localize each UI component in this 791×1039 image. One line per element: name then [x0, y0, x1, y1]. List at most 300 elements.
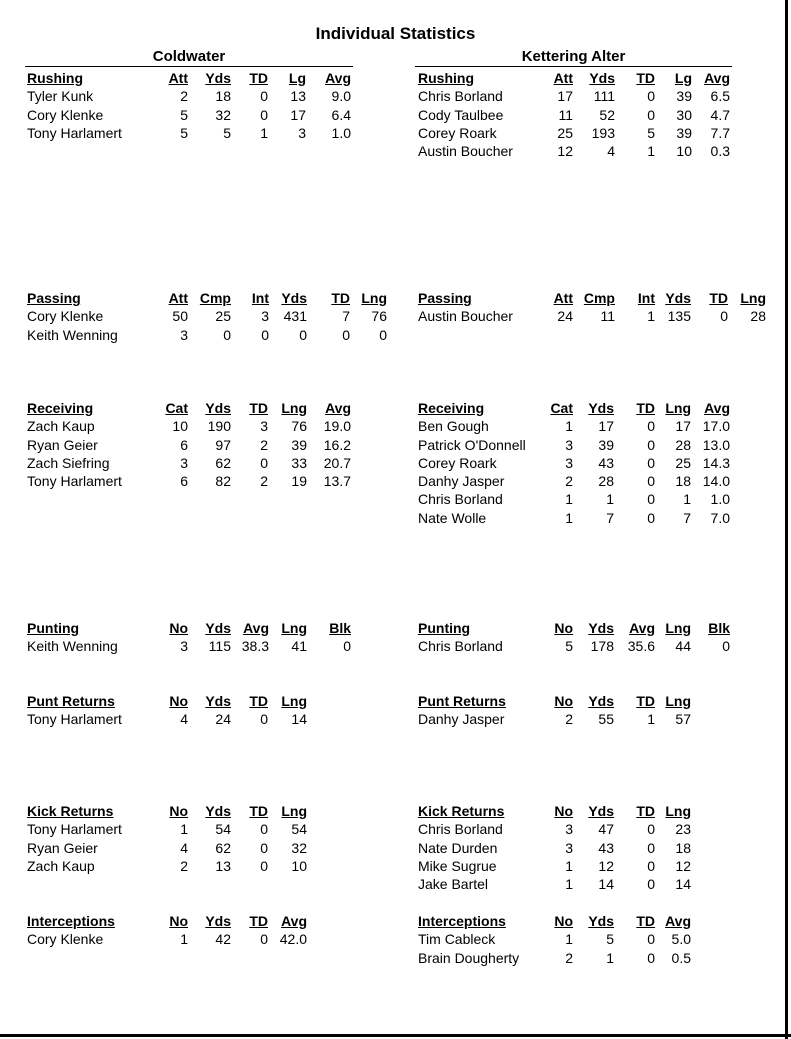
stat-cell: 3: [565, 821, 573, 838]
column-header: Yds: [281, 290, 307, 306]
column-header: TD: [249, 803, 268, 819]
stat-cell: 0: [223, 326, 231, 343]
column-header: No: [554, 803, 573, 819]
stat-cell: 14.3: [702, 454, 730, 471]
table-header: [0, 69, 791, 87]
stat-cell: 9.0: [331, 88, 351, 105]
column-header: Lng: [281, 400, 307, 416]
stat-cell: 7: [342, 308, 350, 325]
column-header: TD: [709, 290, 728, 306]
stat-cell: 0: [260, 931, 268, 948]
punt-returns-right-table: [0, 692, 791, 729]
player-name: Cody Taulbee: [418, 106, 504, 123]
stat-cell: 76: [371, 308, 387, 325]
stat-cell: 0.5: [671, 949, 691, 966]
stat-cell: 4: [607, 143, 615, 160]
table-header: [0, 289, 791, 307]
stat-cell: 0: [343, 638, 351, 655]
stat-cell: 1: [647, 143, 655, 160]
player-name: Austin Boucher: [418, 308, 513, 325]
stat-cell: 3: [565, 436, 573, 453]
stat-cell: 7: [683, 509, 691, 526]
stat-cell: 1: [260, 124, 268, 141]
table-row: [0, 142, 791, 160]
column-header: No: [554, 620, 573, 636]
stat-cell: 111: [593, 88, 615, 105]
stat-cell: 10: [172, 418, 188, 435]
stat-cell: 0: [647, 857, 655, 874]
stat-cell: 18: [675, 473, 691, 490]
stat-cell: 19.0: [323, 418, 351, 435]
stat-cell: 190: [207, 418, 231, 435]
player-name: Patrick O'Donnell: [418, 436, 526, 453]
column-header: Yds: [588, 620, 614, 636]
column-header: TD: [636, 400, 655, 416]
section-heading: Punting: [27, 620, 80, 636]
stat-cell: 0: [647, 931, 655, 948]
stat-cell: 28: [675, 436, 691, 453]
column-header: Lng: [740, 290, 766, 306]
stat-cell: 0: [299, 326, 307, 343]
column-header: Lg: [288, 70, 306, 86]
player-name: Zach Siefring: [27, 454, 110, 471]
stat-cell: 5: [180, 106, 188, 123]
table-row: [0, 454, 791, 472]
stat-cell: 0: [647, 473, 655, 490]
stat-cell: 0: [647, 454, 655, 471]
stat-cell: 16.2: [323, 436, 351, 453]
stat-cell: 431: [283, 308, 307, 325]
column-header: No: [554, 693, 573, 709]
column-header: Avg: [281, 913, 307, 929]
column-header: Yds: [205, 803, 231, 819]
table-row: [0, 326, 791, 344]
column-header: Lg: [674, 70, 692, 86]
table-row: [0, 124, 791, 142]
player-name: Cory Klenke: [27, 308, 104, 325]
column-header: Cat: [165, 400, 188, 416]
section-heading: Interceptions: [27, 913, 115, 929]
stat-cell: 0: [260, 839, 268, 856]
player-name: Chris Borland: [418, 638, 503, 655]
stat-cell: 1.0: [331, 124, 351, 141]
stat-cell: 5.0: [671, 931, 691, 948]
stat-cell: 0: [647, 491, 655, 508]
stat-cell: 35.6: [627, 638, 655, 655]
table-row: [0, 472, 791, 490]
stat-cell: 2: [565, 949, 573, 966]
stat-cell: 4: [180, 839, 188, 856]
section-heading: Passing: [27, 290, 81, 306]
table-header: [0, 692, 791, 710]
stat-cell: 3: [565, 839, 573, 856]
column-header: No: [169, 693, 188, 709]
page-title: Individual Statistics: [315, 24, 476, 43]
stat-cell: 1: [606, 949, 614, 966]
stat-cell: 0: [260, 711, 268, 728]
stat-cell: 11: [558, 106, 573, 123]
stat-cell: 25: [675, 454, 691, 471]
column-header: Int: [637, 290, 655, 306]
stat-cell: 11: [600, 308, 615, 325]
section-heading: Punt Returns: [418, 693, 506, 709]
column-header: Yds: [588, 400, 614, 416]
column-header: Cat: [550, 400, 573, 416]
player-name: Nate Wolle: [418, 509, 487, 526]
stat-cell: 5: [647, 124, 655, 141]
player-name: Tyler Kunk: [27, 88, 94, 105]
stat-cell: 0: [720, 308, 728, 325]
column-header: Yds: [205, 913, 231, 929]
stat-cell: 57: [675, 711, 691, 728]
stat-cell: 0: [260, 106, 268, 123]
stat-cell: 25: [215, 308, 231, 325]
stat-cell: 1.0: [710, 491, 730, 508]
stat-cell: 12: [675, 857, 691, 874]
player-name: Cory Klenke: [27, 931, 104, 948]
table-row: [0, 637, 791, 655]
stat-cell: 12: [557, 143, 573, 160]
player-name: Austin Boucher: [418, 143, 513, 160]
stat-cell: 0: [647, 106, 655, 123]
section-heading: Receiving: [27, 400, 94, 416]
stat-cell: 2: [260, 436, 268, 453]
stat-cell: 1: [565, 418, 573, 435]
table-row: [0, 949, 791, 967]
player-name: Tony Harlamert: [27, 711, 122, 728]
stat-cell: 55: [598, 711, 614, 728]
stat-cell: 32: [215, 106, 231, 123]
stat-cell: 18: [215, 88, 231, 105]
player-name: Corey Roark: [418, 124, 497, 141]
stat-cell: 1: [565, 857, 573, 874]
stat-cell: 28: [598, 473, 614, 490]
rushing-right-table: [0, 69, 791, 160]
stat-cell: 76: [291, 418, 307, 435]
stat-cell: 1: [180, 821, 188, 838]
stat-cell: 1: [647, 308, 655, 325]
stat-cell: 1: [565, 876, 573, 893]
stat-cell: 44: [675, 638, 691, 655]
stat-cell: 0: [261, 326, 269, 343]
stat-cell: 13.7: [323, 473, 351, 490]
stat-cell: 135: [667, 308, 691, 325]
player-name: Tony Harlamert: [27, 821, 122, 838]
column-header: Cmp: [583, 290, 615, 306]
stat-cell: 14: [675, 876, 691, 893]
column-header: Lng: [665, 803, 691, 819]
stat-cell: 24: [215, 711, 231, 728]
stat-cell: 17.0: [702, 418, 730, 435]
stat-cell: 3: [260, 418, 268, 435]
player-name: Keith Wenning: [27, 326, 118, 343]
column-header: Yds: [589, 70, 615, 86]
player-name: Chris Borland: [418, 88, 503, 105]
player-name: Keith Wenning: [27, 638, 118, 655]
player-name: Chris Borland: [418, 491, 503, 508]
table-row: [0, 820, 791, 838]
column-header: Lng: [361, 290, 387, 306]
table-row: [0, 875, 791, 893]
column-header: Yds: [205, 620, 231, 636]
table-row: [0, 307, 791, 325]
table-row: [0, 839, 791, 857]
stat-cell: 39: [291, 436, 307, 453]
column-header: Blk: [329, 620, 351, 636]
column-header: TD: [636, 803, 655, 819]
stat-cell: 0: [647, 876, 655, 893]
stat-cell: 30: [676, 106, 692, 123]
stat-cell: 52: [599, 106, 615, 123]
stat-cell: 6: [180, 436, 188, 453]
table-row: [0, 87, 791, 105]
stat-cell: 62: [215, 454, 231, 471]
stat-cell: 42.0: [279, 931, 307, 948]
table-row: [0, 106, 791, 124]
column-header: TD: [331, 290, 350, 306]
column-header: TD: [636, 693, 655, 709]
stat-cell: 23: [675, 821, 691, 838]
stat-cell: 2: [565, 711, 573, 728]
column-header: TD: [249, 400, 268, 416]
team-name-right: Kettering Alter: [415, 48, 732, 67]
stat-cell: 0: [260, 454, 268, 471]
stat-cell: 1: [647, 711, 655, 728]
stat-cell: 5: [223, 124, 231, 141]
column-header: Att: [553, 70, 573, 86]
section-heading: Receiving: [418, 400, 485, 416]
column-header: TD: [636, 913, 655, 929]
player-name: Tim Cableck: [418, 931, 496, 948]
stat-cell: 18: [675, 839, 691, 856]
stat-cell: 2: [260, 473, 268, 490]
section-heading: Kick Returns: [27, 803, 114, 819]
stat-cell: 0: [722, 638, 730, 655]
stat-cell: 0: [647, 949, 655, 966]
column-header: Avg: [629, 620, 655, 636]
stat-cell: 24: [557, 308, 573, 325]
section-heading: Rushing: [418, 70, 474, 86]
stat-cell: 14.0: [702, 473, 730, 490]
column-header: Int: [251, 290, 269, 306]
stat-cell: 6: [180, 473, 188, 490]
stat-cell: 41: [291, 638, 307, 655]
stat-cell: 3: [180, 326, 188, 343]
stat-cell: 50: [172, 308, 188, 325]
column-header: TD: [636, 70, 655, 86]
stat-cell: 12: [598, 857, 614, 874]
stat-cell: 14: [291, 711, 307, 728]
stat-cell: 43: [598, 839, 614, 856]
stat-cell: 3: [180, 638, 188, 655]
column-header: Att: [168, 290, 188, 306]
stat-cell: 0: [260, 821, 268, 838]
stat-cell: 3: [261, 308, 269, 325]
player-name: Zach Kaup: [27, 418, 95, 435]
table-row: [0, 490, 791, 508]
player-name: Nate Durden: [418, 839, 498, 856]
stat-cell: 13: [215, 857, 231, 874]
player-name: Chris Borland: [418, 821, 503, 838]
stat-cell: 6.5: [710, 88, 730, 105]
column-header: Lng: [665, 620, 691, 636]
player-name: Zach Kaup: [27, 857, 95, 874]
stat-cell: 0: [260, 857, 268, 874]
passing-right-table: [0, 289, 791, 326]
column-header: Att: [553, 290, 573, 306]
stat-cell: 0.3: [710, 143, 730, 160]
column-header: Avg: [704, 400, 730, 416]
stat-cell: 193: [591, 124, 615, 141]
column-header: Lng: [281, 693, 307, 709]
stat-cell: 33: [291, 454, 307, 471]
table-row: [0, 930, 791, 948]
page-border-bottom: [0, 1034, 791, 1037]
column-header: Att: [168, 70, 188, 86]
stat-cell: 32: [291, 839, 307, 856]
stat-cell: 3: [298, 124, 306, 141]
stat-cell: 25: [557, 124, 573, 141]
stat-cell: 43: [598, 454, 614, 471]
column-header: Lng: [665, 400, 691, 416]
player-name: Danhy Jasper: [418, 473, 505, 490]
player-name: Ben Gough: [418, 418, 489, 435]
stat-cell: 0: [342, 326, 350, 343]
stat-cell: 2: [180, 857, 188, 874]
stat-cell: 1: [565, 491, 573, 508]
stat-cell: 13.0: [702, 436, 730, 453]
stat-cell: 39: [598, 436, 614, 453]
column-header: Avg: [325, 70, 351, 86]
column-header: Yds: [588, 693, 614, 709]
stat-cell: 14: [598, 876, 614, 893]
column-header: Lng: [665, 693, 691, 709]
stat-cell: 47: [598, 821, 614, 838]
section-heading: Interceptions: [418, 913, 506, 929]
kick-returns-right-table: [0, 802, 791, 893]
column-header: Avg: [704, 70, 730, 86]
stat-cell: 4: [180, 711, 188, 728]
column-header: No: [169, 913, 188, 929]
stat-cell: 17: [557, 88, 573, 105]
stat-cell: 4.7: [710, 106, 730, 123]
section-heading: Rushing: [27, 70, 83, 86]
stat-cell: 2: [565, 473, 573, 490]
stat-cell: 54: [215, 821, 231, 838]
stat-cell: 20.7: [323, 454, 351, 471]
column-header: Yds: [588, 913, 614, 929]
table-row: [0, 857, 791, 875]
player-name: Ryan Geier: [27, 839, 98, 856]
team-name-left: Coldwater: [25, 48, 353, 67]
column-header: Yds: [205, 400, 231, 416]
stat-cell: 0: [647, 436, 655, 453]
stat-cell: 13: [290, 88, 306, 105]
column-header: Yds: [205, 693, 231, 709]
player-name: Cory Klenke: [27, 106, 104, 123]
stat-cell: 178: [590, 638, 614, 655]
table-header: [0, 802, 791, 820]
stat-cell: 7.0: [710, 509, 730, 526]
player-name: Brain Dougherty: [418, 949, 520, 966]
stat-cell: 62: [215, 839, 231, 856]
stat-cell: 5: [565, 638, 573, 655]
stat-cell: 3: [565, 454, 573, 471]
stat-cell: 39: [676, 124, 692, 141]
table-header: [0, 619, 791, 637]
stat-cell: 10: [676, 143, 692, 160]
stat-cell: 5: [180, 124, 188, 141]
stat-cell: 82: [215, 473, 231, 490]
stat-cell: 10: [291, 857, 307, 874]
stat-cell: 1: [565, 509, 573, 526]
stat-cell: 0: [647, 821, 655, 838]
punting-right-table: [0, 619, 791, 656]
player-name: Mike Sugrue: [418, 857, 497, 874]
table-row: [0, 509, 791, 527]
player-name: Tony Harlamert: [27, 124, 122, 141]
stat-cell: 1: [606, 491, 614, 508]
column-header: TD: [249, 913, 268, 929]
player-name: Tony Harlamert: [27, 473, 122, 490]
column-header: Cmp: [199, 290, 231, 306]
table-header: [0, 399, 791, 417]
stat-cell: 6.4: [331, 106, 351, 123]
receiving-right-table: [0, 399, 791, 527]
stat-cell: 7.7: [710, 124, 730, 141]
stat-cell: 0: [260, 88, 268, 105]
stat-cell: 0: [647, 839, 655, 856]
column-header: No: [169, 620, 188, 636]
player-name: Jake Bartel: [418, 876, 489, 893]
stat-cell: 5: [606, 931, 614, 948]
column-header: Avg: [325, 400, 351, 416]
column-header: Yds: [665, 290, 691, 306]
stat-cell: 17: [290, 106, 306, 123]
player-name: Corey Roark: [418, 454, 497, 471]
section-heading: Passing: [418, 290, 472, 306]
stat-cell: 39: [676, 88, 692, 105]
stat-cell: 7: [606, 509, 614, 526]
column-header: Avg: [665, 913, 691, 929]
stat-cell: 115: [208, 638, 231, 655]
column-header: Avg: [243, 620, 269, 636]
stat-cell: 17: [598, 418, 614, 435]
column-header: No: [554, 913, 573, 929]
stat-cell: 2: [180, 88, 188, 105]
column-header: Lng: [281, 803, 307, 819]
table-row: [0, 436, 791, 454]
stat-cell: 17: [675, 418, 691, 435]
column-header: Lng: [281, 620, 307, 636]
stat-cell: 0: [647, 88, 655, 105]
section-heading: Kick Returns: [418, 803, 505, 819]
stat-cell: 38.3: [241, 638, 269, 655]
table-row: [0, 417, 791, 435]
column-header: Blk: [708, 620, 730, 636]
stat-cell: 1: [565, 931, 573, 948]
column-header: TD: [249, 693, 268, 709]
stat-cell: 1: [180, 931, 188, 948]
stat-cell: 0: [379, 326, 387, 343]
stat-cell: 3: [180, 454, 188, 471]
column-header: Yds: [205, 70, 231, 86]
stat-cell: 19: [291, 473, 307, 490]
interceptions-right-table: [0, 912, 791, 967]
column-header: Yds: [588, 803, 614, 819]
table-header: [0, 912, 791, 930]
table-row: [0, 710, 791, 728]
